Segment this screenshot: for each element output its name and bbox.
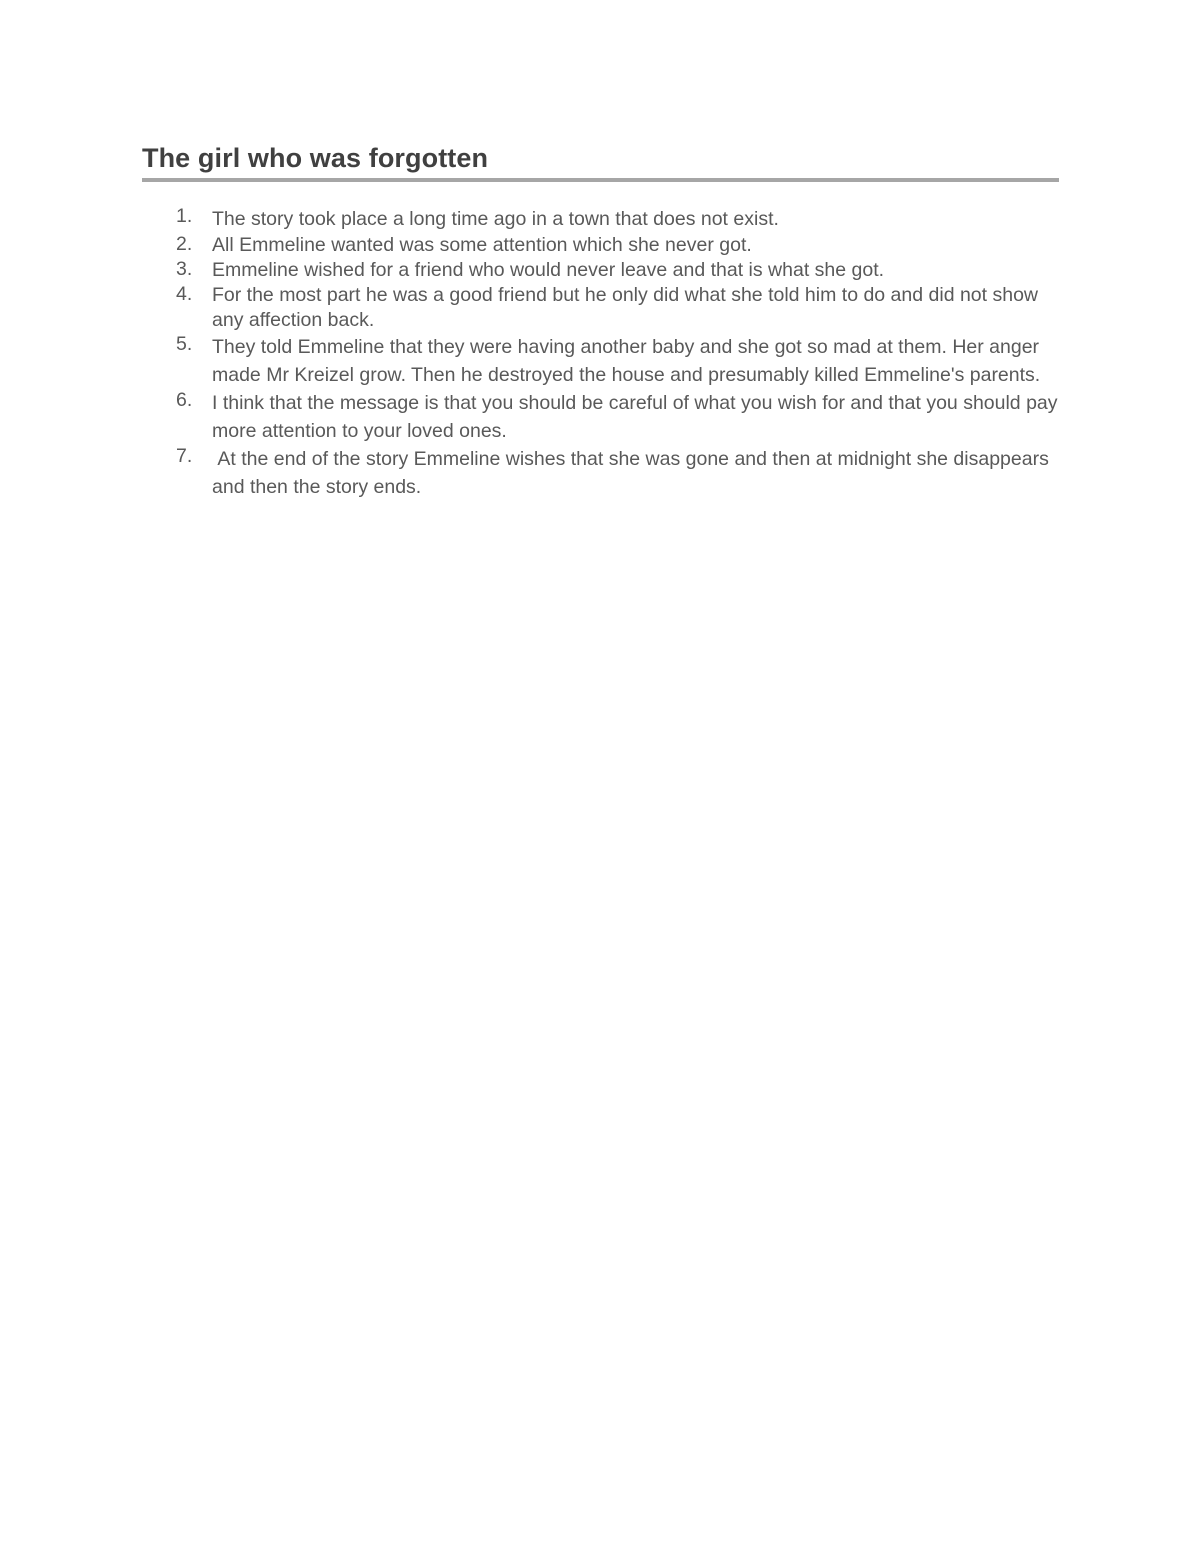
list-item-text: I think that the message is that you should be careful of what you wish for and that you should pay more attention to your loved ones. xyxy=(212,392,1058,442)
list-item xyxy=(142,233,1062,258)
title-underline xyxy=(142,178,1059,182)
list-item-number: 2. xyxy=(176,233,193,255)
document-title: The girl who was forgotten xyxy=(142,143,489,173)
list-item-text: All Emmeline wanted was some attention which she never got. xyxy=(212,234,752,256)
list-item xyxy=(142,445,1062,501)
list-item-number: 7. xyxy=(176,445,193,467)
list-item xyxy=(142,333,1062,389)
list-item-number: 4. xyxy=(176,283,193,305)
list-item xyxy=(142,283,1062,333)
list-item-text: They told Emmeline that they were having another baby and she got so mad at them. Her anger made Mr Kreizel grow. Then he destroyed the house and presumably killed Emmeline's parents. xyxy=(212,336,1041,386)
list-item-number: 6. xyxy=(176,389,193,411)
numbered-list xyxy=(142,205,1062,501)
list-item-number: 5. xyxy=(176,333,193,355)
list-item xyxy=(142,205,1062,233)
list-item-text: Emmeline wished for a friend who would never leave and that is what she got. xyxy=(212,259,885,281)
list-item-number: 3. xyxy=(176,258,193,280)
list-item-number: 1. xyxy=(176,205,193,227)
list-item-text: The story took place a long time ago in a town that does not exist. xyxy=(212,208,779,230)
list-item xyxy=(142,389,1062,445)
list-item-text: At the end of the story Emmeline wishes that she was gone and then at midnight she disappears and then the story ends. xyxy=(212,448,1055,498)
list-item-text: For the most part he was a good friend but he only did what she told him to do and did not show any affection back. xyxy=(212,284,1038,331)
list-item xyxy=(142,258,1062,283)
